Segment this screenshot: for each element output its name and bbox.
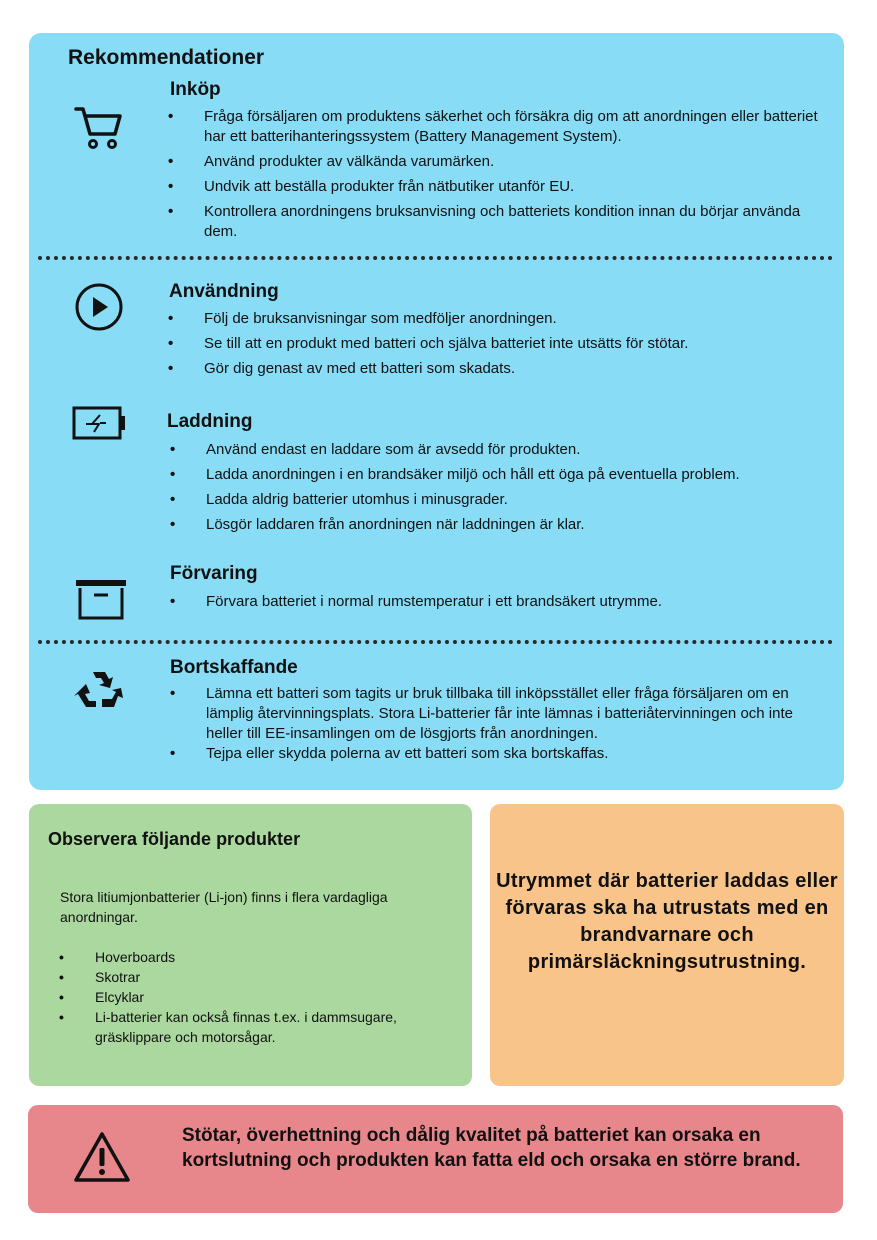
- play-icon: [74, 282, 124, 332]
- list-item: • Ladda aldrig batterier utomhus i minusgrader.: [170, 490, 840, 510]
- list-item: • Förvara batteriet i normal rumstemperatur i ett brandsäkert utrymme.: [170, 592, 840, 612]
- disposal-list: [170, 684, 810, 769]
- storage-title: Förvaring: [170, 563, 258, 584]
- products-title: Observera följande produkter: [48, 829, 301, 849]
- warning-text: Stötar, överhettning och dålig kvalitet på batteriet kan orsaka en kortslutning och produkten kan fatta eld och orsaka en större brand.: [182, 1125, 801, 1171]
- recommendations-title: Rekommendationer: [68, 46, 265, 69]
- section-divider: [38, 256, 833, 260]
- warning-triangle-icon: [72, 1130, 132, 1184]
- list-item: • Fråga försäljaren om produktens säkerhet och försäkra dig om att anordningen eller batteriet har ett batterihanteringssystem (Battery Management System).: [168, 107, 833, 147]
- list-item: • Följ de bruksanvisningar som medföljer anordningen.: [168, 309, 833, 329]
- list-item: • Gör dig genast av med ett batteri som skadats.: [168, 359, 833, 379]
- shopping-cart-icon: [73, 104, 123, 150]
- list-item: • Li-batterier kan också finnas t.ex. i dammsugare, gräsklippare och motorsågar.: [59, 1007, 449, 1047]
- list-item: • Undvik att beställa produkter från nätbutiker utanför EU.: [168, 177, 833, 197]
- list-item: • Lösgör laddaren från anordningen när laddningen är klar.: [170, 515, 840, 535]
- purchase-list: [168, 107, 833, 247]
- list-item: • Lämna ett batteri som tagits ur bruk tillbaka till inköpsstället eller fråga försäljaren om en lämplig återvinningsplats. Stora Li-batterier får inte lämnas i batteriåtervinningen och inte heller till EE-insamlingen om de lösgjorts från anordningen.: [170, 684, 810, 744]
- list-item: • Hoverboards: [59, 947, 449, 967]
- charging-title: Laddning: [167, 411, 253, 432]
- section-divider: [38, 640, 833, 644]
- disposal-title: Bortskaffande: [170, 657, 298, 678]
- list-item: • Använd endast en laddare som är avsedd för produkten.: [170, 440, 840, 460]
- list-item: • Ladda anordningen i en brandsäker miljö och håll ett öga på eventuella problem.: [170, 465, 840, 485]
- list-item: • Se till att en produkt med batteri och själva batteriet inte utsätts för stötar.: [168, 334, 833, 354]
- purchase-title: Inköp: [170, 79, 221, 100]
- products-list: [59, 947, 449, 1047]
- list-item: • Kontrollera anordningens bruksanvisning och batteriets kondition innan du börjar använda dem.: [168, 202, 833, 242]
- list-item: • Elcyklar: [59, 987, 449, 1007]
- usage-list: [168, 309, 833, 384]
- battery-charging-icon: [72, 405, 128, 441]
- products-intro: Stora litiumjonbatterier (Li-jon) finns i flera vardagliga anordningar.: [60, 889, 388, 925]
- usage-title: Användning: [169, 281, 279, 302]
- list-item: • Använd produkter av välkända varumärken.: [168, 152, 833, 172]
- storage-list: [170, 592, 840, 617]
- list-item: • Skotrar: [59, 967, 449, 987]
- list-item: • Tejpa eller skydda polerna av ett batteri som ska bortskaffas.: [170, 744, 810, 764]
- charging-list: [170, 440, 840, 540]
- recycle-icon: [74, 668, 124, 714]
- notice-text: Utrymmet där batterier laddas eller förvaras ska ha utrustats med en brandvarnare och primärsläckningsutrustning.: [496, 870, 838, 973]
- storage-box-icon: [75, 578, 127, 620]
